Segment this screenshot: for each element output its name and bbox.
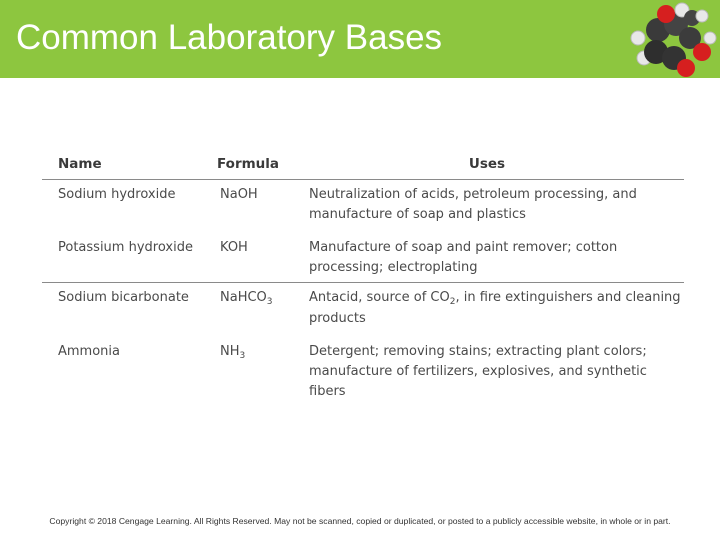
formula-base: NaHCO: [220, 290, 267, 305]
slide-title: Common Laboratory Bases: [16, 18, 443, 57]
benzoquinone-molecule-icon: [626, 2, 720, 78]
formula-base: NH: [220, 344, 240, 359]
base-uses: [42, 337, 684, 402]
copyright-notice: Copyright © 2018 Cengage Learning. All Rights Reserved. May not be scanned, copied or duplicated, or posted to a publicly accessible website, in whole or in part.: [49, 516, 671, 526]
title-banner: [0, 0, 720, 78]
table-row: [42, 283, 684, 329]
table-row: [42, 337, 684, 402]
bases-table: [42, 152, 684, 406]
uses-text-before: Antacid, source of CO: [309, 290, 450, 305]
base-name: Sodium hydroxide: [58, 187, 176, 202]
uses-subscript: 2: [449, 297, 456, 307]
column-header-name: Name: [58, 156, 102, 172]
uses-text: Detergent; removing stains; extracting plant colors; manufacture of fertilizers, explosives, and synthetic fibers: [309, 344, 647, 399]
uses-text: [309, 288, 684, 329]
column-header-uses: Uses: [468, 156, 506, 172]
base-uses: [42, 233, 684, 278]
table-header: [42, 152, 684, 180]
uses-text-after: , in fire extinguishers and cleaning products: [309, 290, 681, 326]
base-uses: [42, 283, 684, 329]
table-group: [42, 180, 684, 283]
base-name: Sodium bicarbonate: [58, 290, 189, 305]
table-row: [42, 233, 684, 278]
uses-text: Neutralization of acids, petroleum processing, and manufacture of soap and plastics: [309, 187, 637, 222]
formula-subscript: 3: [266, 297, 273, 307]
base-uses: [42, 180, 684, 225]
formula-subscript: 3: [239, 351, 246, 361]
uses-text: Manufacture of soap and paint remover; cotton processing; electroplating: [309, 240, 618, 275]
base-name: Ammonia: [58, 344, 120, 359]
column-header-formula: Formula: [217, 156, 280, 172]
formula-base: KOH: [220, 240, 248, 255]
formula-base: NaOH: [220, 187, 258, 202]
table-row: [42, 180, 684, 225]
base-name: Potassium hydroxide: [58, 240, 193, 255]
table-group: [42, 283, 684, 406]
